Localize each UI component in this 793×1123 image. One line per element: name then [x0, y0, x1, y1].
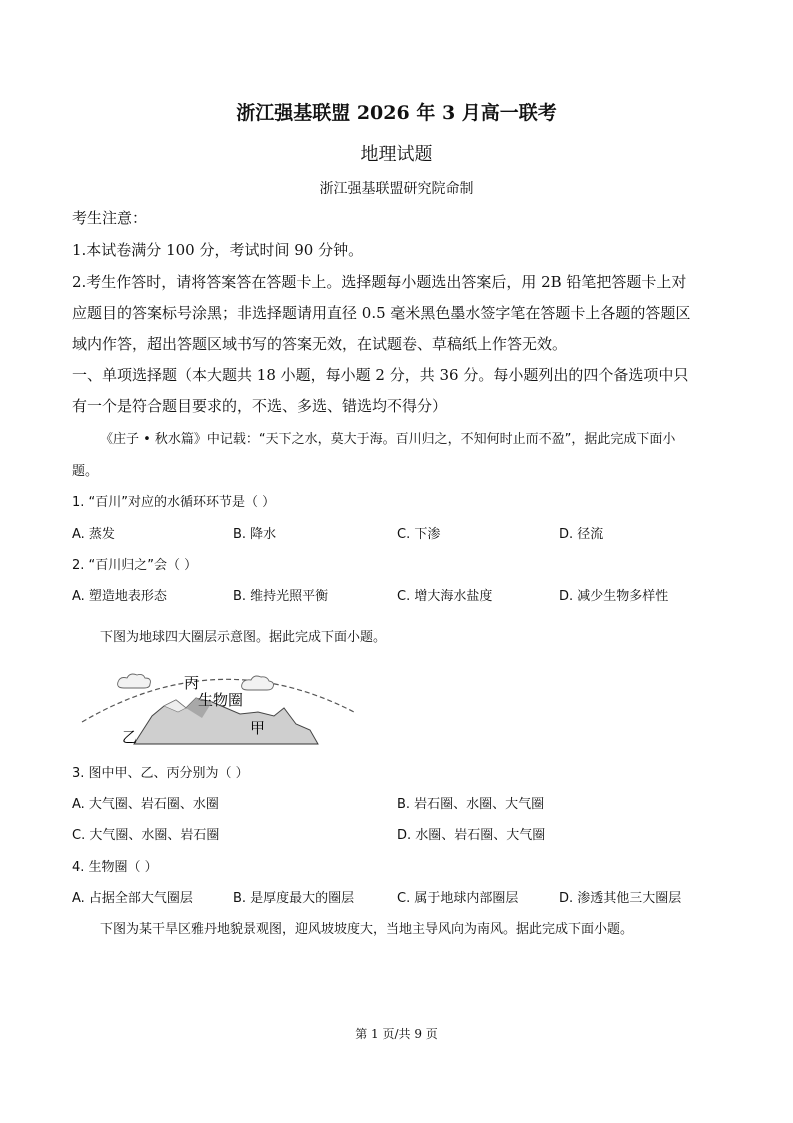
question-3-option-c[interactable]: C. 大气圈、水圈、岩石圈 [72, 828, 220, 843]
question-3-option-d[interactable]: D. 水圈、岩石圈、大气圈 [397, 828, 546, 843]
question-2-option-b[interactable]: B. 维持光照平衡 [233, 589, 329, 604]
notice-line-2a: 2.考生作答时，请将答案答在答题卡上。选择题每小题选出答案后，用 2B 铅笔把答题卡上对 [72, 273, 687, 291]
intro-1-line-1: 《庄子 • 秋水篇》中记载：“天下之水，莫大于海。百川归之，不知何时止而不盈”，据此完成下面小 [100, 432, 676, 447]
notice-line-1: 1.本试卷满分 100 分，考试时间 90 分钟。 [72, 241, 364, 259]
label-yi: 乙 [122, 728, 138, 746]
question-1-stem: 1. “百川”对应的水循环环节是（ ） [72, 495, 276, 510]
question-1-option-a[interactable]: A. 蒸发 [72, 527, 115, 542]
question-3-option-a[interactable]: A. 大气圈、岩石圈、水圈 [72, 797, 219, 812]
question-4-option-c[interactable]: C. 属于地球内部圈层 [397, 891, 519, 906]
question-3-option-b[interactable]: B. 岩石圈、水圈、大气圈 [397, 797, 545, 812]
cloud-left [118, 674, 151, 688]
intro-3: 下图为某干旱区雅丹地貌景观图，迎风坡坡度大，当地主导风向为南风。据此完成下面小题。 [100, 922, 634, 937]
question-4-option-b[interactable]: B. 是厚度最大的圈层 [233, 891, 355, 906]
cloud-right [242, 676, 274, 690]
label-bing: 丙 [184, 674, 200, 692]
notice-heading: 考生注意： [72, 209, 148, 227]
label-jia: 甲 [250, 719, 266, 737]
question-4-option-a[interactable]: A. 占据全部大气圈层 [72, 891, 193, 906]
section-heading-line-1: 一、单项选择题（本大题共 18 小题，每小题 2 分，共 36 分。每小题列出的四个备选项中只 [72, 366, 689, 384]
question-4-stem: 4. 生物圈（ ） [72, 860, 158, 875]
question-2-option-a[interactable]: A. 塑造地表形态 [72, 589, 167, 604]
intro-2: 下图为地球四大圈层示意图。据此完成下面小题。 [100, 630, 387, 645]
notice-line-2b: 应题目的答案标号涂黑；非选择题请用直径 0.5 毫米黑色墨水签字笔在答题卡上各题的答题区 [72, 304, 691, 322]
subject-title: 地理试题 [360, 144, 433, 165]
question-4-option-d[interactable]: D. 渗透其他三大圈层 [559, 891, 682, 906]
question-2-option-d[interactable]: D. 减少生物多样性 [559, 589, 669, 604]
question-2-stem: 2. “百川归之”会（ ） [72, 558, 198, 573]
question-1-option-d[interactable]: D. 径流 [559, 527, 604, 542]
exam-title: 浙江强基联盟 2026 年 3 月高一联考 [236, 102, 557, 124]
section-heading-line-2: 有一个是符合题目要求的，不选、多选、错选均不得分） [72, 397, 448, 415]
question-1-option-b[interactable]: B. 降水 [233, 527, 277, 542]
intro-1-line-2: 题。 [72, 464, 99, 479]
question-3-stem: 3. 图中甲、乙、丙分别为（ ） [72, 766, 249, 781]
org-line: 浙江强基联盟研究院命制 [319, 181, 474, 197]
question-2-option-c[interactable]: C. 增大海水盐度 [397, 589, 493, 604]
label-biosphere: 生物圈 [198, 691, 244, 709]
page-footer: 第 1 页/共 9 页 [355, 1027, 438, 1041]
earth-spheres-figure [78, 660, 368, 750]
question-1-option-c[interactable]: C. 下渗 [397, 527, 441, 542]
notice-line-2c: 域内作答，超出答题区域书写的答案无效，在试题卷、草稿纸上作答无效。 [72, 335, 568, 353]
